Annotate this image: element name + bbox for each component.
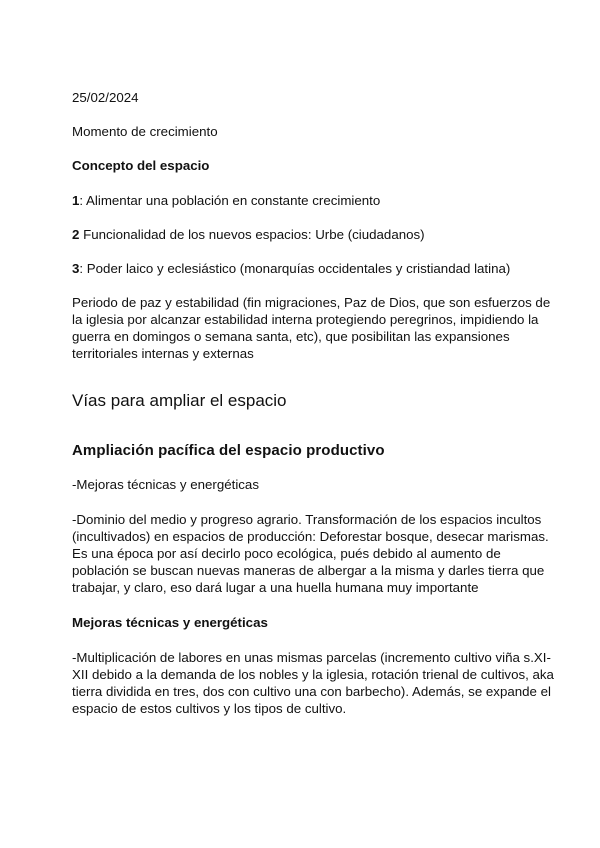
point-1-number: 1 <box>72 193 80 208</box>
document-subtitle: Momento de crecimiento <box>72 124 218 139</box>
point-3 <box>72 260 560 277</box>
concept-heading: Concepto del espacio <box>72 158 210 173</box>
document-date: 25/02/2024 <box>72 90 139 105</box>
point-3-number: 3 <box>72 261 80 276</box>
subsection-heading-mejoras: Mejoras técnicas y energéticas <box>72 615 268 630</box>
list-item-mejoras: -Mejoras técnicas y energéticas <box>72 477 259 492</box>
point-2 <box>72 226 560 243</box>
list-item-dominio: -Dominio del medio y progreso agrario. Transformación de los espacios incultos (incultivados) en espacios de producción: Deforestar bosque, desecar marismas. Es una época por así decirlo poco ecológica, pués debido al aumento de población se buscan nuevas maneras de albergar a la misma y darles tierra que trabajar, y claro, eso dará lugar a una huella humana muy importante <box>72 512 549 595</box>
list-item-multiplicacion: -Multiplicación de labores en unas mismas parcelas (incremento cultivo viña s.XI-XII debido a la demanda de los nobles y la iglesia, rotación trienal de cultivos, aka tierra dividida en tres, dos con cultivo una con barbecho). Además, se expande el espacio de estos cultivos y los tipos de cultivo. <box>72 650 554 716</box>
paragraph-context: Periodo de paz y estabilidad (fin migraciones, Paz de Dios, que son esfuerzos de la iglesia por alcanzar estabilidad interna protegiendo peregrinos, impidiendo la guerra en domingos o semana santa, etc), que posibilitan las expansiones territoriales internas y externas <box>72 295 551 361</box>
subsection-heading-ampliacion: Ampliación pacífica del espacio productivo <box>72 442 385 459</box>
point-2-text: Funcionalidad de los nuevos espacios: Urbe (ciudadanos) <box>79 227 425 242</box>
section-heading-vias: Vías para ampliar el espacio <box>72 391 287 410</box>
point-2-number: 2 <box>72 227 80 242</box>
point-1 <box>72 192 560 209</box>
point-3-text: : Poder laico y eclesiástico (monarquías occidentales y cristiandad latina) <box>79 261 511 276</box>
point-1-text: : Alimentar una población en constante crecimiento <box>79 193 381 208</box>
